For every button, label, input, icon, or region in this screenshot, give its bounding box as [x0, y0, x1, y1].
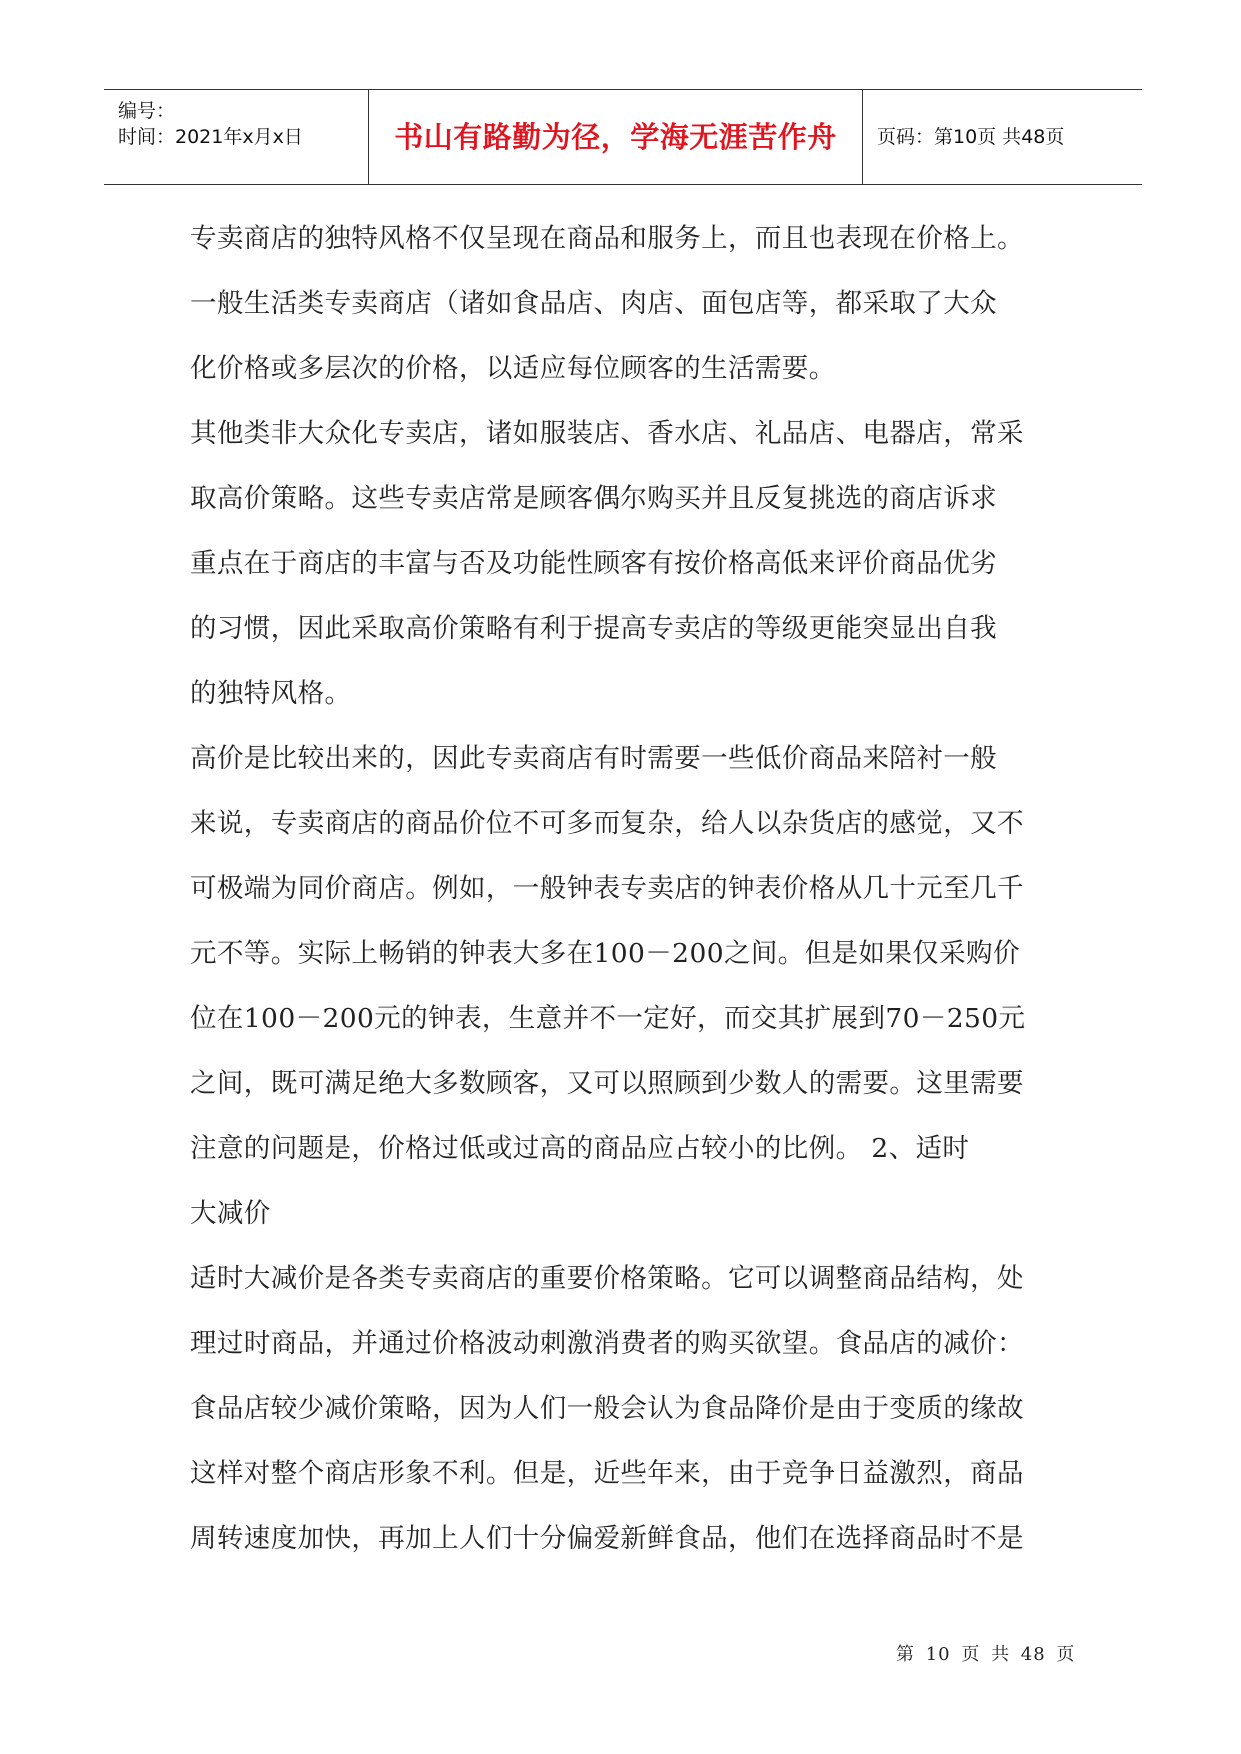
body-line: 的独特风格。: [190, 678, 352, 709]
page-footer-number: 第 10 页 共 48 页: [896, 1644, 1076, 1665]
body-line: 其他类非大众化专卖店，诸如服装店、香水店、礼品店、电器店，常采: [190, 418, 1024, 449]
header-meta-cell: [104, 90, 369, 184]
document-body: [190, 224, 1095, 1589]
body-line: 这样对整个商店形象不利。但是，近些年来，由于竞争日益激烈，商品: [190, 1458, 1024, 1489]
body-line: 位在100－200元的钟表，生意并不一定好，而交其扩展到70－250元: [190, 1003, 1026, 1034]
body-line: 理过时商品，并通过价格波动刺激消费者的购买欲望。食品店的减价：: [190, 1328, 1024, 1359]
body-line: 一般生活类专卖商店（诸如食品店、肉店、面包店等，都采取了大众: [190, 288, 997, 319]
header-page-info: 页码：第10页 共48页: [877, 125, 1065, 148]
body-line: 之间，既可满足绝大多数顾客，又可以照顾到少数人的需要。这里需要: [190, 1068, 1024, 1099]
body-line: 元不等。实际上畅销的钟表大多在100－200之间。但是如果仅采购价: [190, 938, 1020, 969]
body-line: 重点在于商店的丰富与否及功能性顾客有按价格高低来评价商品优劣: [190, 548, 997, 579]
document-date-label: 时间：2021年x月x日: [118, 126, 303, 148]
body-line: 大减价: [190, 1198, 271, 1229]
body-line: 周转速度加快，再加上人们十分偏爱新鲜食品，他们在选择商品时不是: [190, 1523, 1024, 1554]
body-line: 适时大减价是各类专卖商店的重要价格策略。它可以调整商品结构，处: [190, 1263, 1024, 1294]
body-line: 高价是比较出来的，因此专卖商店有时需要一些低价商品来陪衬一般: [190, 743, 997, 774]
body-line: 来说，专卖商店的商品价位不可多而复杂，给人以杂货店的感觉，又不: [190, 808, 1024, 839]
body-line: 取高价策略。这些专卖店常是顾客偶尔购买并且反复挑选的商店诉求: [190, 483, 997, 514]
document-code-label: 编号：: [118, 100, 176, 122]
header-motto: 书山有路勤为径，学海无涯苦作舟: [394, 119, 837, 154]
body-line: 可极端为同价商店。例如，一般钟表专卖店的钟表价格从几十元至几千: [190, 873, 1024, 904]
body-line: 食品店较少减价策略，因为人们一般会认为食品降价是由于变质的缘故: [190, 1393, 1024, 1424]
body-line: 的习惯，因此采取高价策略有利于提高专卖店的等级更能突显出自我: [190, 613, 997, 644]
page-header: [104, 89, 1142, 185]
body-line: 化价格或多层次的价格，以适应每位顾客的生活需要。: [190, 353, 836, 384]
body-line: 注意的问题是，价格过低或过高的商品应占较小的比例。 2、适时: [190, 1133, 970, 1164]
header-motto-cell: [369, 90, 863, 184]
body-line: 专卖商店的独特风格不仅呈现在商品和服务上，而且也表现在价格上。: [190, 223, 1024, 254]
